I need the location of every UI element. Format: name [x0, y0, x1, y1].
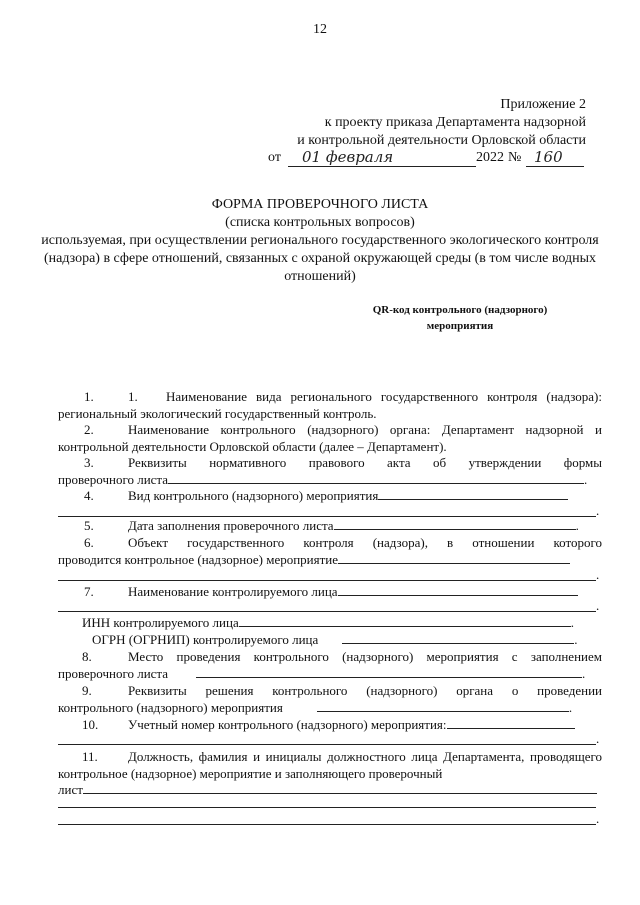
item-5-text: Дата заполнения проверочного листа	[128, 518, 334, 533]
item-8-dot: .	[582, 666, 586, 681]
appendix-line-3: и контрольной деятельности Орловской области	[297, 133, 586, 148]
item-11-text: Должность, фамилия и инициалы должностного лица Департамента, проводящего контрольное (надзорное) мероприятие и заполняющего проверочный	[58, 749, 602, 781]
item-11-number: 11.	[82, 749, 98, 764]
item-5	[58, 517, 602, 534]
item-6-text: Объект государственного контроля (надзора), в отношении которого	[128, 535, 602, 550]
form-title: ФОРМА ПРОВЕРОЧНОГО ЛИСТА	[211, 197, 429, 212]
inn-dot: .	[570, 615, 574, 630]
item-11-field-line-3[interactable]	[58, 824, 596, 825]
item-10-dot: .	[596, 731, 600, 746]
item-4-dot: .	[596, 503, 600, 518]
item-1-number: 1.	[84, 389, 94, 404]
number-sign: №	[508, 150, 522, 165]
appendix-title: Приложение 2	[500, 97, 586, 112]
item-8-number: 8.	[82, 649, 92, 664]
item-11-cont-text: лист	[58, 782, 83, 797]
ogrn-label: ОГРН (ОГРНИП) контролируемого лица	[92, 632, 319, 647]
date-prefix: от	[268, 150, 281, 165]
item-8-cont	[58, 665, 602, 682]
date-underline	[288, 166, 476, 167]
item-9-dot: .	[568, 700, 573, 715]
item-4-field[interactable]	[378, 489, 568, 500]
item-8	[58, 648, 602, 665]
item-3-cont-text: проверочного листа	[58, 472, 169, 487]
item-5-dot: .	[575, 518, 579, 533]
item-6	[58, 534, 602, 551]
ogrn-field[interactable]	[342, 633, 574, 644]
appendix-line-2: к проекту приказа Департамента надзорной	[324, 115, 586, 130]
number-underline	[526, 166, 584, 167]
item-4	[58, 487, 602, 504]
item-1-text: Наименование вида регионального государственного контроля (надзора): региональный экологический государственный контроль.	[58, 389, 602, 421]
item-3-number: 3.	[84, 455, 94, 470]
item-11-field-line-2[interactable]	[58, 807, 596, 808]
date-year: 2022	[476, 150, 504, 165]
item-7-text: Наименование контролируемого лица	[128, 584, 338, 599]
item-10	[58, 716, 602, 733]
item-4-text: Вид контрольного (надзорного) мероприятия	[128, 488, 379, 503]
item-2	[58, 421, 602, 455]
item-9	[58, 682, 602, 699]
item-3	[58, 454, 602, 471]
qr-code-caption-1: QR-код контрольного (надзорного)	[372, 304, 548, 316]
item-7-field[interactable]	[338, 585, 578, 596]
item-7-field-line-2[interactable]	[58, 611, 596, 612]
item-10-field[interactable]	[447, 718, 575, 729]
handwritten-date: 01 февраля	[302, 148, 394, 166]
item-11-field[interactable]	[83, 783, 597, 794]
item-6-field-line-2[interactable]	[58, 580, 596, 581]
item-6-field[interactable]	[338, 553, 570, 564]
item-2-text: Наименование контрольного (надзорного) органа: Департамент надзорной и контрольной деятельности Орловской области (далее – Департамент).	[58, 422, 602, 454]
item-8-cont-text: проверочного листа	[58, 666, 169, 681]
form-description: используемая, при осуществлении регионального государственного экологического контроля (надзора) в сфере отношений, связанных с охраной окружающей среды (в том числе водных отношений)	[41, 233, 599, 284]
item-10-number: 10.	[82, 717, 99, 732]
item-6-dot: .	[596, 567, 600, 582]
item-11-cont	[58, 781, 602, 798]
item-3-field[interactable]	[168, 473, 584, 484]
ogrn-row	[58, 631, 602, 648]
page-number: 12	[313, 22, 327, 37]
item-9-text: Реквизиты решения контрольного (надзорного) органа о проведении	[128, 683, 602, 698]
item-3-text: Реквизиты нормативного правового акта об утверждении формы	[128, 455, 602, 470]
inn-label: ИНН контролируемого лица	[82, 615, 239, 630]
item-3-dot: .	[584, 472, 588, 487]
inn-field[interactable]	[239, 616, 571, 627]
item-5-number: 5.	[84, 518, 94, 533]
item-11	[58, 748, 602, 782]
form-subtitle: (списка контрольных вопросов)	[225, 215, 415, 230]
item-10-field-line-2[interactable]	[58, 744, 596, 745]
item-9-cont-text: контрольного (надзорного) мероприятия	[58, 700, 283, 715]
item-8-text: Место проведения контрольного (надзорного) мероприятия с заполнением	[128, 649, 602, 664]
item-5-field[interactable]	[334, 519, 576, 530]
item-6-number: 6.	[84, 535, 94, 550]
item-6-cont	[58, 551, 602, 568]
appendix-date-line	[268, 150, 588, 170]
qr-code-caption-2: мероприятия	[426, 320, 494, 332]
item-7-dot: .	[596, 598, 600, 613]
ogrn-dot: .	[574, 632, 578, 647]
item-11-dot: .	[596, 811, 600, 826]
item-9-number: 9.	[82, 683, 92, 698]
handwritten-number: 160	[534, 148, 563, 166]
item-2-number: 2.	[84, 422, 94, 437]
item-8-field[interactable]	[196, 667, 582, 678]
item-1	[58, 388, 602, 422]
item-9-field[interactable]	[317, 701, 569, 712]
item-7-number: 7.	[84, 584, 94, 599]
item-9-cont	[58, 699, 602, 716]
item-3-cont	[58, 471, 602, 488]
item-1-subnumber: 1.	[128, 389, 138, 404]
item-10-text: Учетный номер контрольного (надзорного) мероприятия:	[128, 717, 447, 732]
inn-row	[58, 614, 602, 631]
item-7	[58, 583, 602, 600]
item-6-cont-text: проводится контрольное (надзорное) мероприятие	[58, 552, 339, 567]
item-4-number: 4.	[84, 488, 94, 503]
